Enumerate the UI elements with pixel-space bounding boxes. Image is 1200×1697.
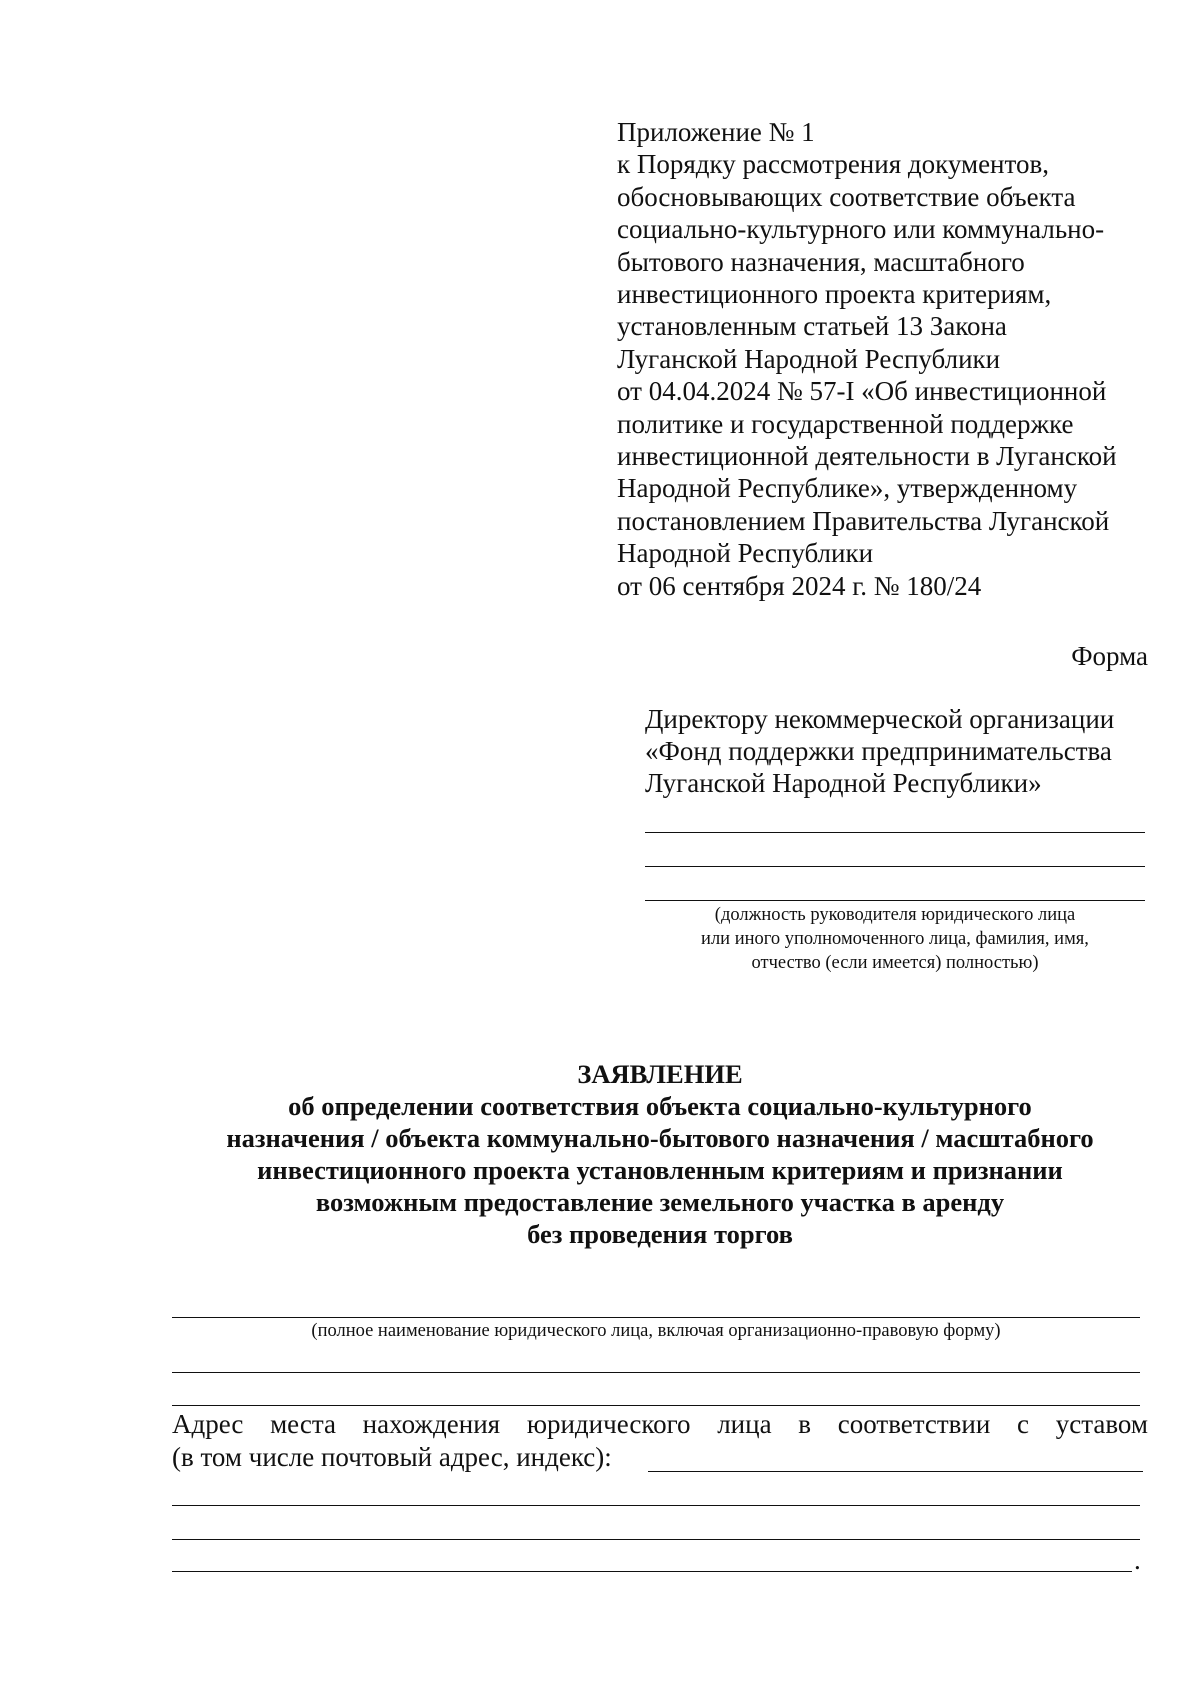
appendix-line: установленным статьей 13 Закона [617,311,1007,342]
address-field-3[interactable] [172,1539,1140,1540]
appendix-line: постановлением Правительства Луганской [617,505,1110,536]
address-field-4[interactable] [172,1571,1132,1572]
addressee-line: «Фонд поддержки предпринимательства [645,736,1112,766]
applicant-name-field-3[interactable] [172,1405,1140,1406]
address-paragraph [172,1408,1148,1474]
addressee-line: Директору некоммерческой организации [645,704,1115,734]
title-line: об определении соответствия объекта социально-культурного [288,1091,1032,1121]
caption-line: (должность руководителя юридического лица [714,905,1076,925]
title-line: без проведения торгов [527,1219,793,1249]
appendix-line: Народной Республики [617,538,874,569]
addressee-block [645,703,1165,799]
appendix-line: социально-культурного или коммунально- [617,214,1105,245]
applicant-name-field[interactable] [172,1317,1140,1318]
form-label: Форма [1071,641,1148,671]
caption-line: отчество (если имеется) полностью) [751,953,1039,973]
appendix-line: инвестиционного проекта критериям, [617,279,1052,310]
address-end-mark: . [1134,1545,1141,1575]
applicant-position-field-2[interactable] [645,866,1145,867]
document-title [0,1058,1200,1250]
address-line-2: (в том числе почтовый адрес, индекс): [172,1442,612,1472]
caption-line: или иного уполномоченного лица, фамилия, имя, [701,929,1089,949]
applicant-position-field-1[interactable] [645,832,1145,833]
appendix-line: инвестиционной деятельности в Луганской [617,441,1117,472]
appendix-line: бытового назначения, масштабного [617,246,1025,277]
addressee-line: Луганской Народной Республики» [645,768,1042,798]
address-field-2[interactable] [172,1505,1140,1506]
address-field-1[interactable] [648,1471,1143,1472]
appendix-line: Народной Республике», утвержденному [617,473,1078,504]
applicant-caption: (полное наименование юридического лица, включая организационно-правовую форму) [311,1321,1001,1341]
applicant-position-field-3[interactable] [645,900,1145,901]
appendix-block [617,116,1177,602]
appendix-line: от 06 сентября 2024 г. № 180/24 [617,570,982,601]
appendix-line: обосновывающих соответствие объекта [617,181,1076,212]
title-line: возможным предоставление земельного участка в аренду [315,1187,1005,1217]
title-heading: ЗАЯВЛЕНИЕ [577,1059,743,1089]
appendix-line: политике и государственной поддержке [617,408,1074,439]
title-line: инвестиционного проекта установленным критериям и признании [257,1155,1063,1185]
appendix-line: Приложение № 1 [617,117,815,147]
appendix-line: к Порядку рассмотрения документов, [617,149,1049,180]
appendix-line: Луганской Народной Республики [617,343,1001,374]
address-line-1: Адрес места нахождения юридического лица в соответствии с уставом [172,1409,1148,1439]
applicant-name-field-2[interactable] [172,1372,1140,1373]
appendix-line: от 04.04.2024 № 57-I «Об инвестиционной [617,376,1107,407]
title-line: назначения / объекта коммунально-бытового назначения / масштабного [226,1123,1094,1153]
addressee-caption [645,903,1145,975]
